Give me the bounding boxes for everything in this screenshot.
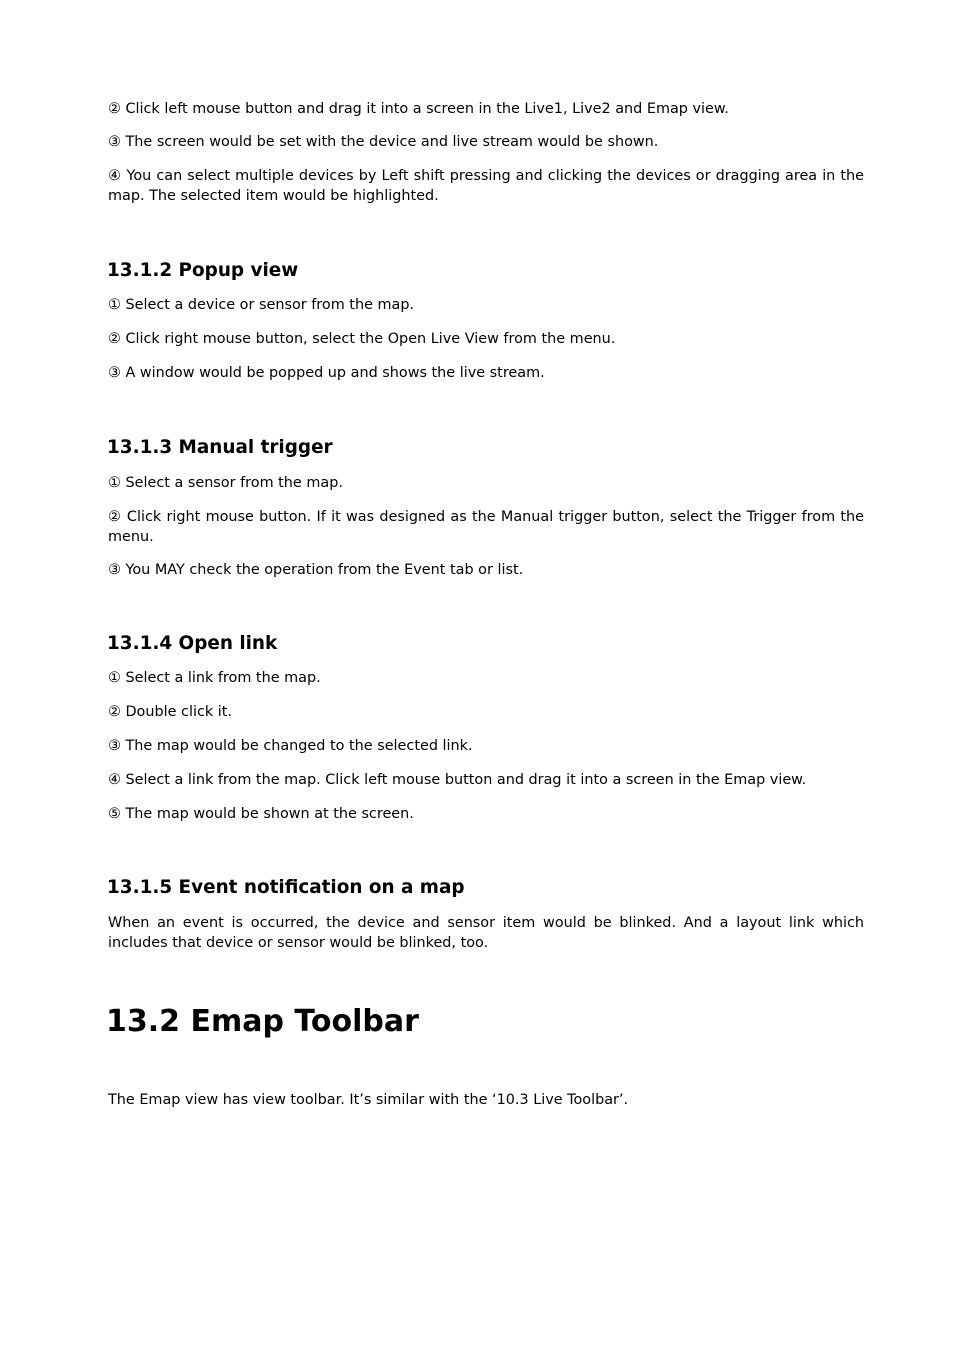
list-item: ⑤ The map would be shown at the screen.: [108, 806, 414, 822]
paragraph: When an event is occurred, the device and sensor item would be blinked. And a layout link which includes that device or sensor would be blinked, too.: [108, 915, 864, 951]
list-item: ③ A window would be popped up and shows the live stream.: [108, 365, 545, 381]
paragraph: The Emap view has view toolbar. It’s similar with the ‘10.3 Live Toolbar’.: [108, 1092, 629, 1108]
list-item: ① Select a link from the map.: [108, 670, 321, 686]
list-item: ③ You MAY check the operation from the Event tab or list.: [108, 562, 524, 578]
list-item: ② Double click it.: [108, 704, 232, 720]
list-item: ② Click left mouse button and drag it into a screen in the Live1, Live2 and Emap view.: [108, 101, 729, 117]
list-item: ① Select a sensor from the map.: [108, 475, 343, 491]
section-heading-popup-view: 13.1.2 Popup view: [107, 260, 299, 281]
section-heading-open-link: 13.1.4 Open link: [107, 633, 278, 654]
section-heading-manual-trigger: 13.1.3 Manual trigger: [107, 437, 333, 458]
list-item: ② Click right mouse button. If it was designed as the Manual trigger button, select the Trigger from the menu.: [108, 509, 864, 545]
list-item: ③ The map would be changed to the selected link.: [108, 738, 473, 754]
list-item: ③ The screen would be set with the device and live stream would be shown.: [108, 134, 659, 150]
list-item: ① Select a device or sensor from the map.: [108, 297, 415, 313]
section-heading-event-notification: 13.1.5 Event notification on a map: [107, 877, 465, 898]
list-item: ② Click right mouse button, select the Open Live View from the menu.: [108, 331, 616, 347]
list-item: ④ Select a link from the map. Click left mouse button and drag it into a screen in the Emap view.: [108, 772, 807, 788]
list-item: ④ You can select multiple devices by Left shift pressing and clicking the devices or dragging area in the map. The selected item would be highlighted.: [108, 168, 864, 204]
section-heading-emap-toolbar: 13.2 Emap Toolbar: [106, 1004, 419, 1039]
